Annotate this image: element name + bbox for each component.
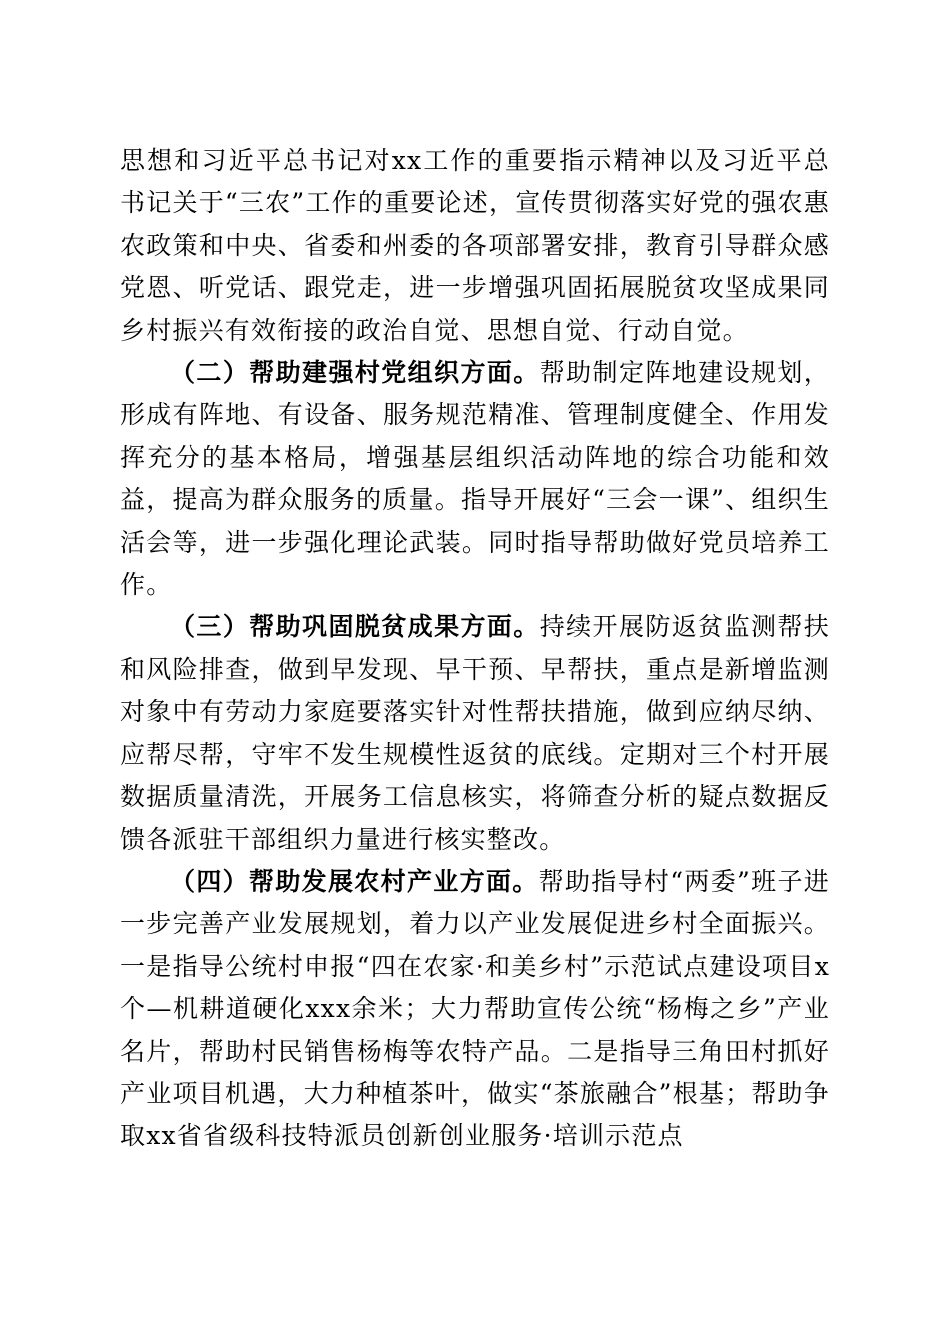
paragraph-continuation <box>120 140 830 352</box>
paragraph-body: 帮助制定阵地建设规划，形成有阵地、有设备、服务规范精准、管理制度健全、作用发挥充分的基本格局，增强基层组织活动阵地的综合功能和效益，提高为群众服务的质量。指导开展好“三会一课”、组织生活会等，进一步强化理论武装。同时指导帮助做好党员培养工作。 <box>120 358 830 600</box>
paragraph-body: 思想和习近平总书记对xx工作的重要指示精神以及习近平总书记关于“三农”工作的重要论述，宣传贯彻落实好党的强农惠农政策和中央、省委和州委的各项部署安排，教育引导群众感党恩、听党话、跟党走，进一步增强巩固拓展脱贫攻坚成果同乡村振兴有效衔接的政治自觉、思想自觉、行动自觉。 <box>120 146 830 345</box>
paragraph-rural-industry <box>120 861 830 1158</box>
paragraph-heading: （二）帮助建强村党组织方面。 <box>170 358 540 388</box>
paragraph-body: 帮助指导村“两委”班子进一步完善产业发展规划，着力以产业发展促进乡村全面振兴。一是指导公统村申报“四在农家·和美乡村”示范试点建设项目x个—机耕道硬化xxx余米；大力帮助宣传公统“杨梅之乡”产业名片，帮助村民销售杨梅等农特产品。二是指导三角田村抓好产业项目机遇，大力种植茶叶，做实“茶旅融合”根基；帮助争取xx省省级科技特派员创新创业服务·培训示范点 <box>120 866 830 1151</box>
paragraph-body: 持续开展防返贫监测帮扶和风险排查，做到早发现、早干预、早帮扶，重点是新增监测对象中有劳动力家庭要落实针对性帮扶措施，做到应纳尽纳、应帮尽帮，守牢不发生规模性返贫的底线。定期对三个村开展数据质量清洗，开展务工信息核实，将筛查分析的疑点数据反馈各派驻干部组织力量进行核实整改。 <box>120 612 830 854</box>
document-page <box>120 140 830 1158</box>
paragraph-poverty-results <box>120 606 830 860</box>
paragraph-heading: （四）帮助发展农村产业方面。 <box>170 866 539 896</box>
paragraph-heading: （三）帮助巩固脱贫成果方面。 <box>170 612 540 642</box>
paragraph-party-organization <box>120 352 830 606</box>
